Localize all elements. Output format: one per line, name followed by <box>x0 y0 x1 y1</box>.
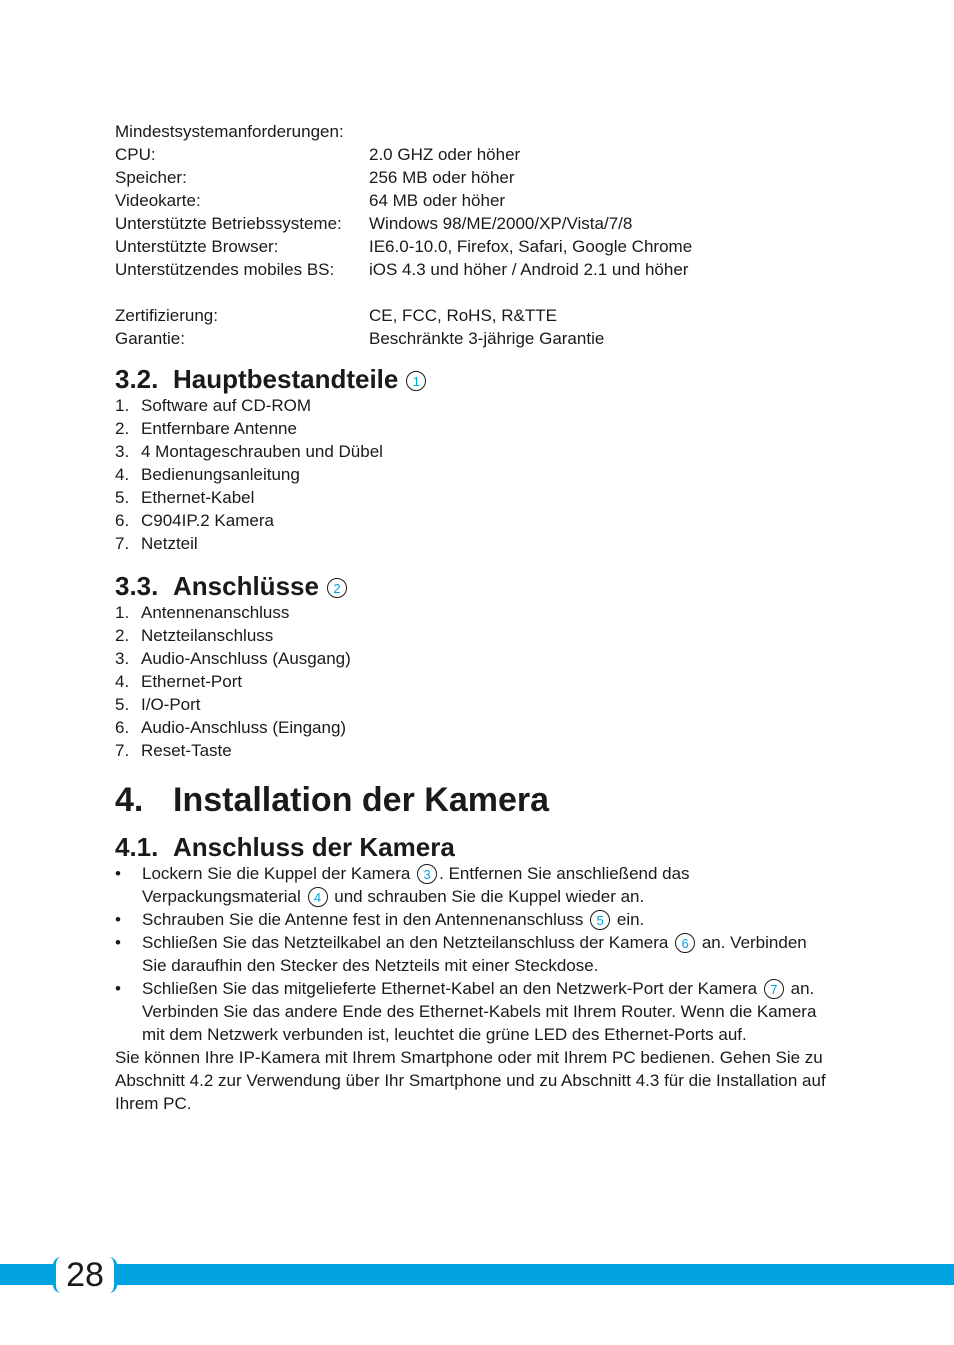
section-number: 4.1. <box>115 832 159 862</box>
bullet: • <box>115 979 121 998</box>
section-number: 3.2. <box>115 364 159 394</box>
list-number: 3. <box>115 649 130 668</box>
list-text <box>142 931 835 977</box>
list-item <box>115 647 835 670</box>
bullet: • <box>115 933 121 952</box>
requirement-value: Windows 98/ME/2000/XP/Vista/7/8 <box>369 214 633 233</box>
bullet: • <box>115 864 121 883</box>
figure-reference-badge: 2 <box>327 578 347 598</box>
list-text: Entfernbare Antenne <box>141 419 297 438</box>
list-item <box>115 394 835 417</box>
list-text: 4 Montageschrauben und Dübel <box>141 442 383 461</box>
requirement-label: Unterstützte Betriebssysteme: <box>115 214 342 233</box>
list-text <box>142 908 835 931</box>
list-item <box>115 624 835 647</box>
section-title: Hauptbestandteile <box>173 364 399 394</box>
section-heading-hauptbestandteile <box>115 364 835 394</box>
requirement-label: Zertifizierung: <box>115 306 218 325</box>
text-segment: und schrauben Sie die Kuppel wieder an. <box>334 887 645 906</box>
list-number: 5. <box>115 695 130 714</box>
requirement-row <box>115 212 835 235</box>
section-title: Anschluss der Kamera <box>173 832 455 862</box>
chapter-title: Installation der Kamera <box>173 781 550 819</box>
requirement-row <box>115 143 835 166</box>
section-heading-anschluss-der-kamera <box>115 832 835 862</box>
list-text: I/O-Port <box>141 695 201 714</box>
list-item <box>115 486 835 509</box>
section-heading-anschluesse <box>115 571 835 601</box>
list-item <box>115 693 835 716</box>
requirement-value: Beschränkte 3-jährige Garantie <box>369 329 605 348</box>
list-item <box>115 440 835 463</box>
connectors-list <box>115 601 835 762</box>
figure-reference-badge: 3 <box>417 864 437 884</box>
list-number: 7. <box>115 534 130 553</box>
list-text: Netzteilanschluss <box>141 626 274 645</box>
requirement-row <box>115 258 835 281</box>
page-content <box>115 120 835 1115</box>
requirement-label: Unterstützte Browser: <box>115 237 279 256</box>
list-number: 6. <box>115 718 130 737</box>
requirement-label: Speicher: <box>115 168 187 187</box>
requirements-heading: Mindestsystemanforderungen: <box>115 122 344 141</box>
requirements-table <box>115 143 835 350</box>
bullet: • <box>115 910 121 929</box>
list-item <box>115 739 835 762</box>
list-text <box>142 862 835 908</box>
text-segment: an. Verbinden Sie das andere Ende des Ethernet-Kabels mit Ihrem Router. Wenn die Kamera mit dem Netzwerk verbunden ist, leuchtet die grüne LED des Ethernet-Ports auf. <box>142 979 817 1044</box>
footer-bar <box>0 1264 954 1285</box>
requirement-row <box>115 166 835 189</box>
list-number: 7. <box>115 741 130 760</box>
text-segment: ein. <box>616 910 645 929</box>
requirement-row <box>115 189 835 212</box>
chapter-heading <box>115 780 835 820</box>
requirement-value: 256 MB oder höher <box>369 168 515 187</box>
text-segment: Schrauben Sie die Antenne fest in den Antennenanschluss <box>142 910 584 929</box>
section-number: 3.3. <box>115 571 159 601</box>
list-text: Ethernet-Kabel <box>141 488 255 507</box>
spacer <box>115 281 835 304</box>
list-number: 4. <box>115 672 130 691</box>
figure-reference-badge: 1 <box>406 371 426 391</box>
list-item <box>115 670 835 693</box>
figure-reference-badge: 6 <box>675 933 695 953</box>
requirement-label: Videokarte: <box>115 191 201 210</box>
text-segment: Schließen Sie das Netzteilkabel an den Netzteilanschluss der Kamera <box>142 933 669 952</box>
list-text: Reset-Taste <box>141 741 232 760</box>
list-number: 3. <box>115 442 130 461</box>
figure-reference-badge: 5 <box>590 910 610 930</box>
section-title: Anschlüsse <box>173 571 319 601</box>
list-item <box>115 463 835 486</box>
text-segment: Lockern Sie die Kuppel der Kamera <box>142 864 411 883</box>
requirement-value: iOS 4.3 und höher / Android 2.1 und höher <box>369 260 689 279</box>
list-text: Ethernet-Port <box>141 672 243 691</box>
list-text: Bedienungsanleitung <box>141 465 300 484</box>
list-item <box>115 716 835 739</box>
components-list <box>115 394 835 555</box>
list-number: 1. <box>115 603 130 622</box>
list-item <box>115 862 835 908</box>
requirement-label: Unterstützendes mobiles BS: <box>115 260 335 279</box>
requirement-row <box>115 327 835 350</box>
list-item <box>115 977 835 1046</box>
closing-paragraph: Sie können Ihre IP-Kamera mit Ihrem Smartphone oder mit Ihrem PC bedienen. Gehen Sie zu Abschnitt 4.2 zur Verwendung über Ihr Smartphone und zu Abschnitt 4.3 für die Installation auf Ihrem PC. <box>115 1048 826 1113</box>
list-text <box>142 977 835 1046</box>
list-number: 2. <box>115 419 130 438</box>
list-item <box>115 417 835 440</box>
figure-reference-badge: 4 <box>308 887 328 907</box>
list-item <box>115 601 835 624</box>
list-number: 4. <box>115 465 130 484</box>
text-segment: Schließen Sie das mitgelieferte Ethernet-Kabel an den Netzwerk-Port der Kamera <box>142 979 758 998</box>
list-text: Audio-Anschluss (Eingang) <box>141 718 347 737</box>
requirement-label: CPU: <box>115 145 156 164</box>
list-number: 6. <box>115 511 130 530</box>
list-number: 5. <box>115 488 130 507</box>
list-item <box>115 908 835 931</box>
list-item <box>115 931 835 977</box>
list-number: 2. <box>115 626 130 645</box>
list-text: Audio-Anschluss (Ausgang) <box>141 649 351 668</box>
requirement-label: Garantie: <box>115 329 185 348</box>
text-segment: . Entfernen Sie anschließend das Verpackungsmaterial <box>142 864 690 906</box>
requirement-value: 2.0 GHZ oder höher <box>369 145 521 164</box>
list-text: Software auf CD-ROM <box>141 396 312 415</box>
list-number: 1. <box>115 396 130 415</box>
list-text: Antennenanschluss <box>141 603 290 622</box>
figure-reference-badge: 7 <box>764 979 784 999</box>
list-item <box>115 509 835 532</box>
requirement-value: CE, FCC, RoHS, R&TTE <box>369 306 557 325</box>
list-item <box>115 532 835 555</box>
requirement-value: 64 MB oder höher <box>369 191 506 210</box>
instructions-list <box>115 862 835 1046</box>
list-text: C904IP.2 Kamera <box>141 511 274 530</box>
requirement-row <box>115 304 835 327</box>
chapter-number: 4. <box>115 781 144 819</box>
requirement-value: IE6.0-10.0, Firefox, Safari, Google Chrome <box>369 237 693 256</box>
text-segment: an. Verbinden Sie daraufhin den Stecker des Netzteils mit einer Steckdose. <box>142 933 807 975</box>
requirement-row <box>115 235 835 258</box>
page-number: 28 <box>66 1256 104 1294</box>
list-text: Netzteil <box>141 534 198 553</box>
